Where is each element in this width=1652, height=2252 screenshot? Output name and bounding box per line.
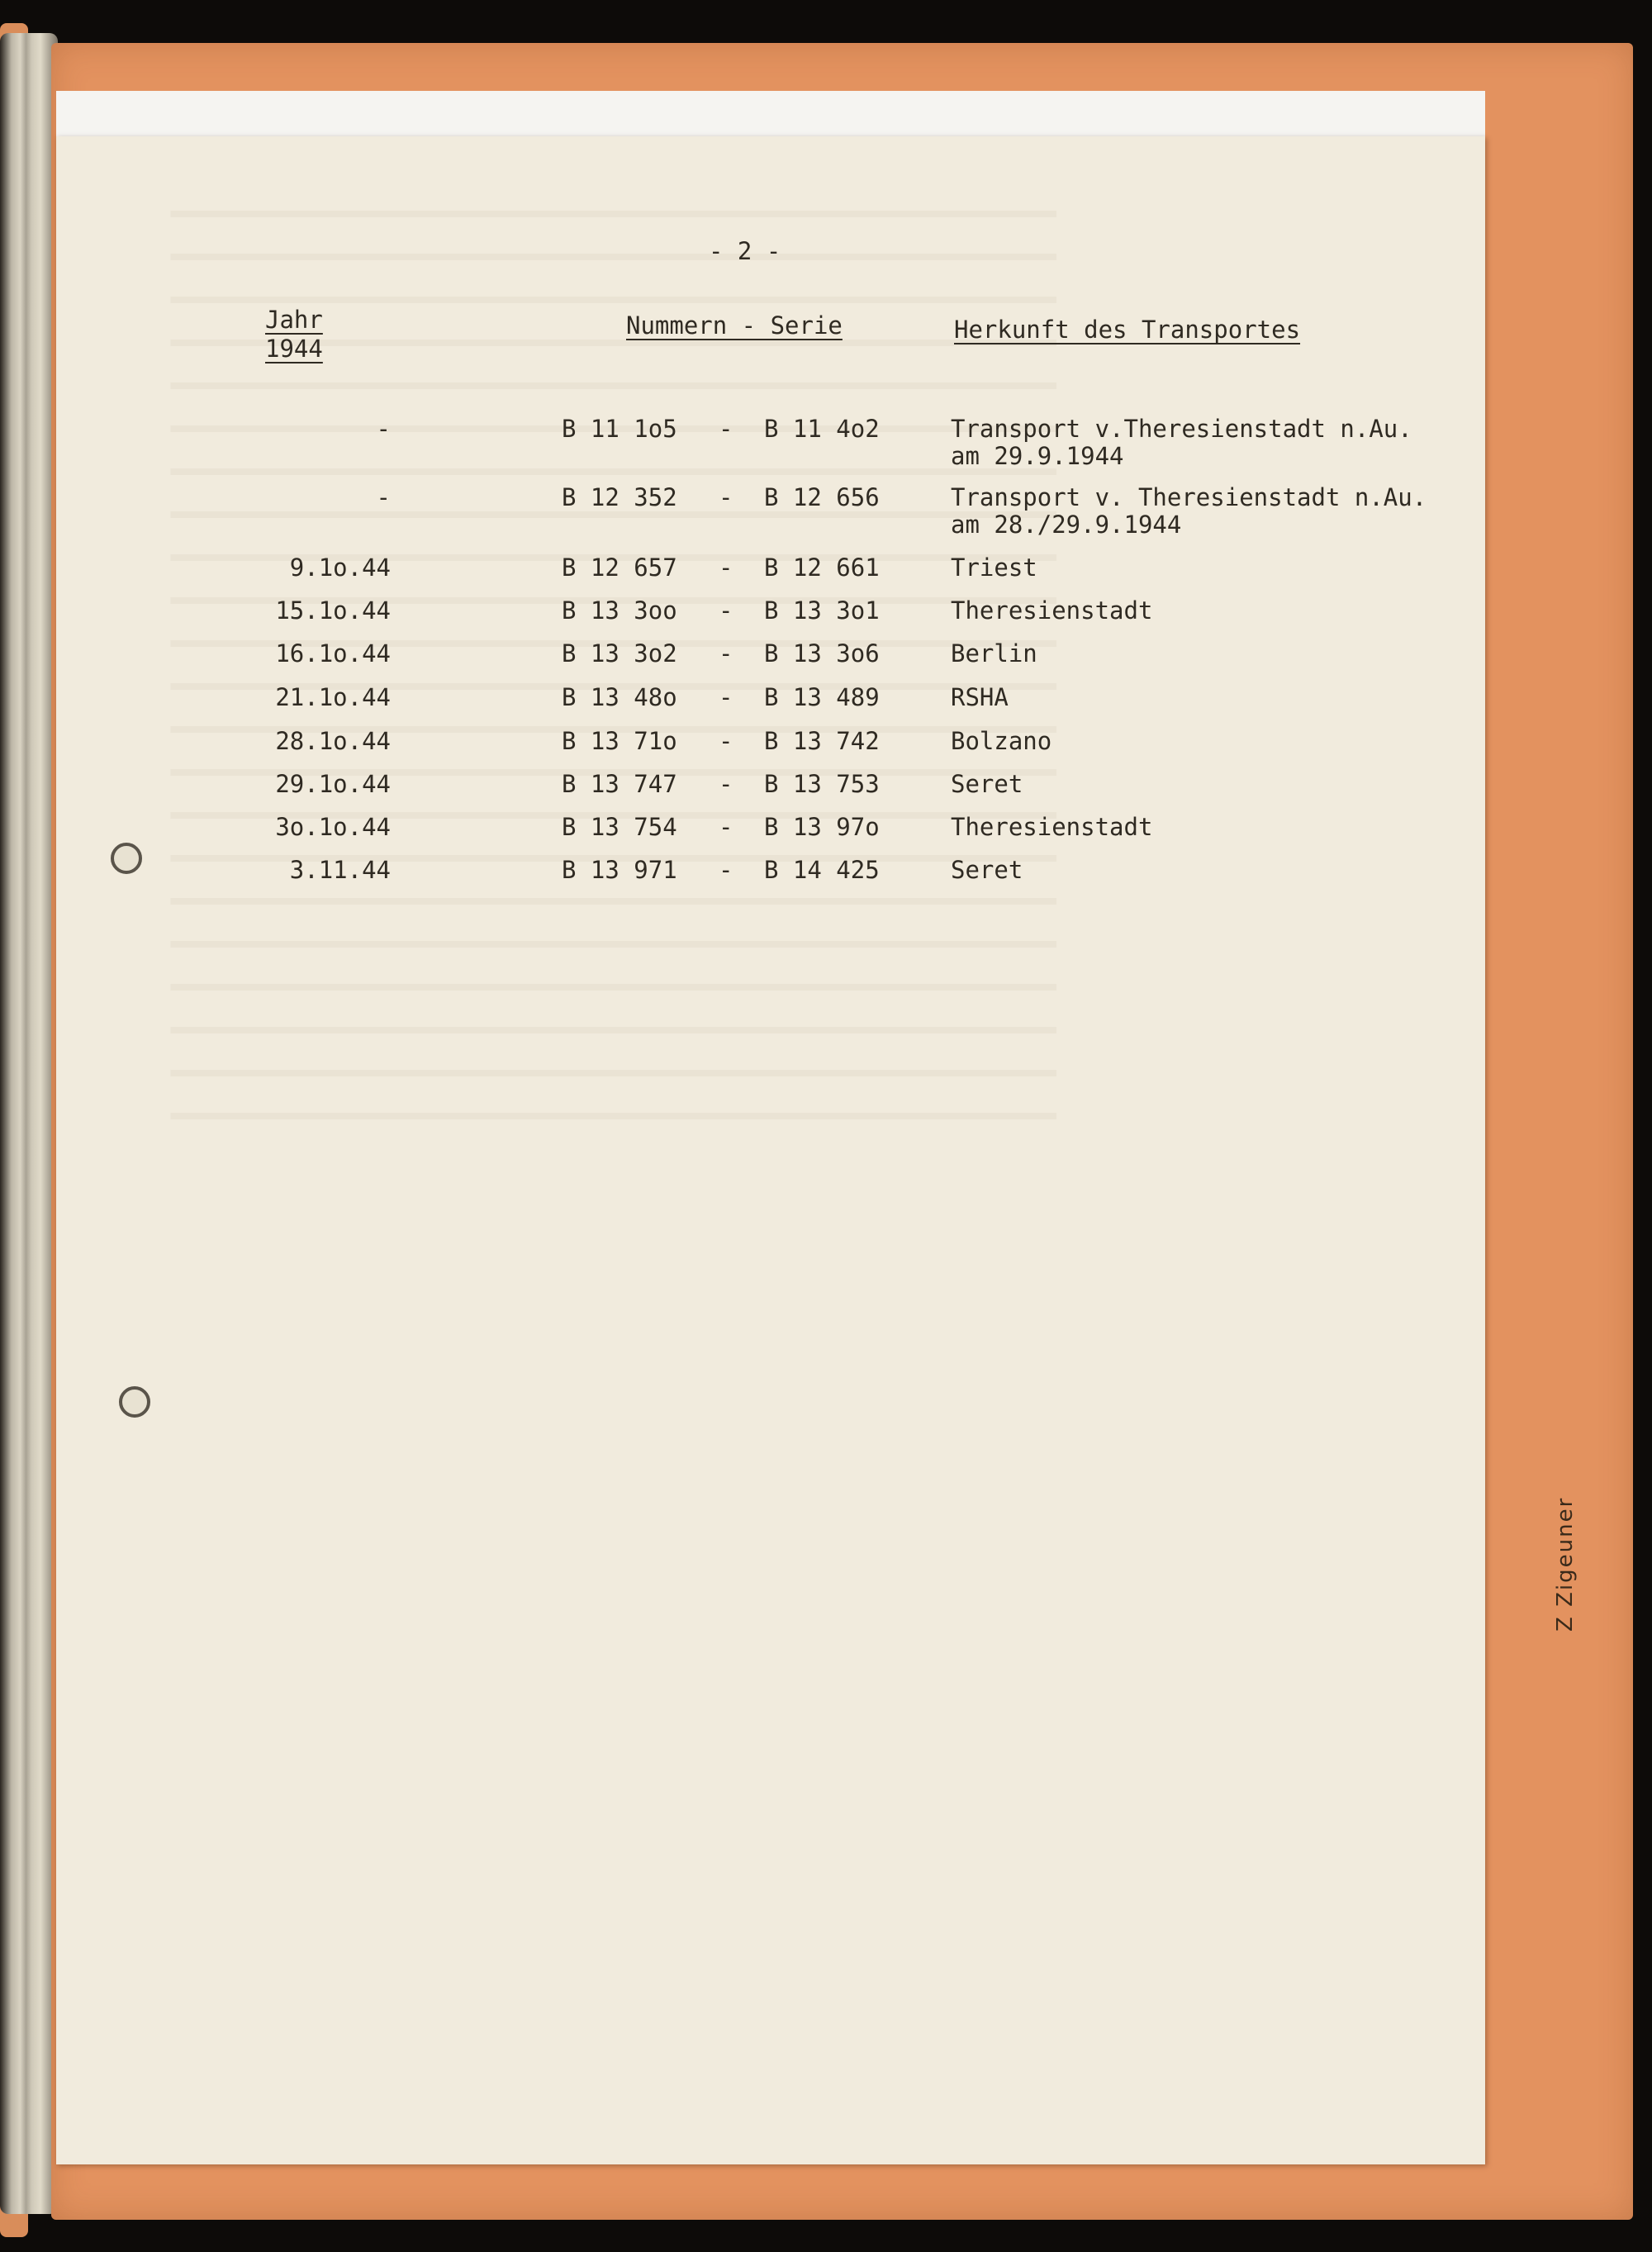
row-to: B 13 753 bbox=[764, 770, 880, 798]
row-dash: - bbox=[719, 639, 733, 668]
page-number: - 2 - bbox=[709, 237, 781, 265]
row-origin-cont: am 28./29.9.1944 bbox=[951, 511, 1182, 539]
row-from: B 12 352 bbox=[562, 483, 677, 511]
series-header: Nummern - Serie bbox=[626, 311, 843, 340]
row-dash: - bbox=[719, 770, 733, 798]
row-origin: RSHA bbox=[951, 683, 1009, 711]
year-value: 1944 bbox=[265, 335, 323, 363]
row-origin: Seret bbox=[951, 770, 1023, 798]
year-header: Jahr bbox=[265, 306, 323, 334]
origin-header: Herkunft des Transportes bbox=[954, 316, 1301, 344]
row-dash: - bbox=[719, 415, 733, 443]
row-dash: - bbox=[719, 813, 733, 841]
row-dash: - bbox=[719, 856, 733, 884]
side-tab-label: Z Zigeuner bbox=[1553, 1496, 1578, 1632]
row-to: B 13 3o6 bbox=[764, 639, 880, 668]
row-date: 15.1o.44 bbox=[275, 596, 391, 625]
row-date: 3.11.44 bbox=[289, 856, 391, 884]
row-origin: Triest bbox=[951, 553, 1037, 582]
row-to: B 12 656 bbox=[764, 483, 880, 511]
row-date: - bbox=[376, 415, 391, 443]
row-from: B 13 48o bbox=[562, 683, 677, 711]
row-to: B 13 97o bbox=[764, 813, 880, 841]
row-date: 3o.1o.44 bbox=[275, 813, 391, 841]
row-from: B 13 3oo bbox=[562, 596, 677, 625]
row-dash: - bbox=[719, 483, 733, 511]
row-from: B 13 3o2 bbox=[562, 639, 677, 668]
row-date: - bbox=[376, 483, 391, 511]
row-origin-cont: am 29.9.1944 bbox=[951, 442, 1124, 470]
row-to: B 13 742 bbox=[764, 727, 880, 755]
row-to: B 13 3o1 bbox=[764, 596, 880, 625]
row-date: 9.1o.44 bbox=[289, 553, 391, 582]
row-from: B 13 754 bbox=[562, 813, 677, 841]
row-to: B 11 4o2 bbox=[764, 415, 880, 443]
row-from: B 11 1o5 bbox=[562, 415, 677, 443]
row-dash: - bbox=[719, 683, 733, 711]
document-page bbox=[56, 136, 1485, 2164]
row-date: 21.1o.44 bbox=[275, 683, 391, 711]
row-dash: - bbox=[719, 596, 733, 625]
row-to: B 14 425 bbox=[764, 856, 880, 884]
punch-hole-bottom bbox=[119, 1386, 150, 1418]
row-date: 28.1o.44 bbox=[275, 727, 391, 755]
row-date: 29.1o.44 bbox=[275, 770, 391, 798]
row-origin: Berlin bbox=[951, 639, 1037, 668]
punch-hole-top bbox=[111, 843, 142, 874]
row-dash: - bbox=[719, 553, 733, 582]
row-origin: Seret bbox=[951, 856, 1023, 884]
row-origin: Transport v.Theresienstadt n.Au. bbox=[951, 415, 1412, 443]
row-from: B 13 971 bbox=[562, 856, 677, 884]
stacked-pages-edge bbox=[0, 33, 58, 2214]
row-from: B 13 747 bbox=[562, 770, 677, 798]
row-origin: Theresienstadt bbox=[951, 596, 1153, 625]
row-date: 16.1o.44 bbox=[275, 639, 391, 668]
row-to: B 12 661 bbox=[764, 553, 880, 582]
row-from: B 12 657 bbox=[562, 553, 677, 582]
row-dash: - bbox=[719, 727, 733, 755]
row-origin: Transport v. Theresienstadt n.Au. bbox=[951, 483, 1427, 511]
row-to: B 13 489 bbox=[764, 683, 880, 711]
row-origin: Theresienstadt bbox=[951, 813, 1153, 841]
row-from: B 13 71o bbox=[562, 727, 677, 755]
row-origin: Bolzano bbox=[951, 727, 1052, 755]
